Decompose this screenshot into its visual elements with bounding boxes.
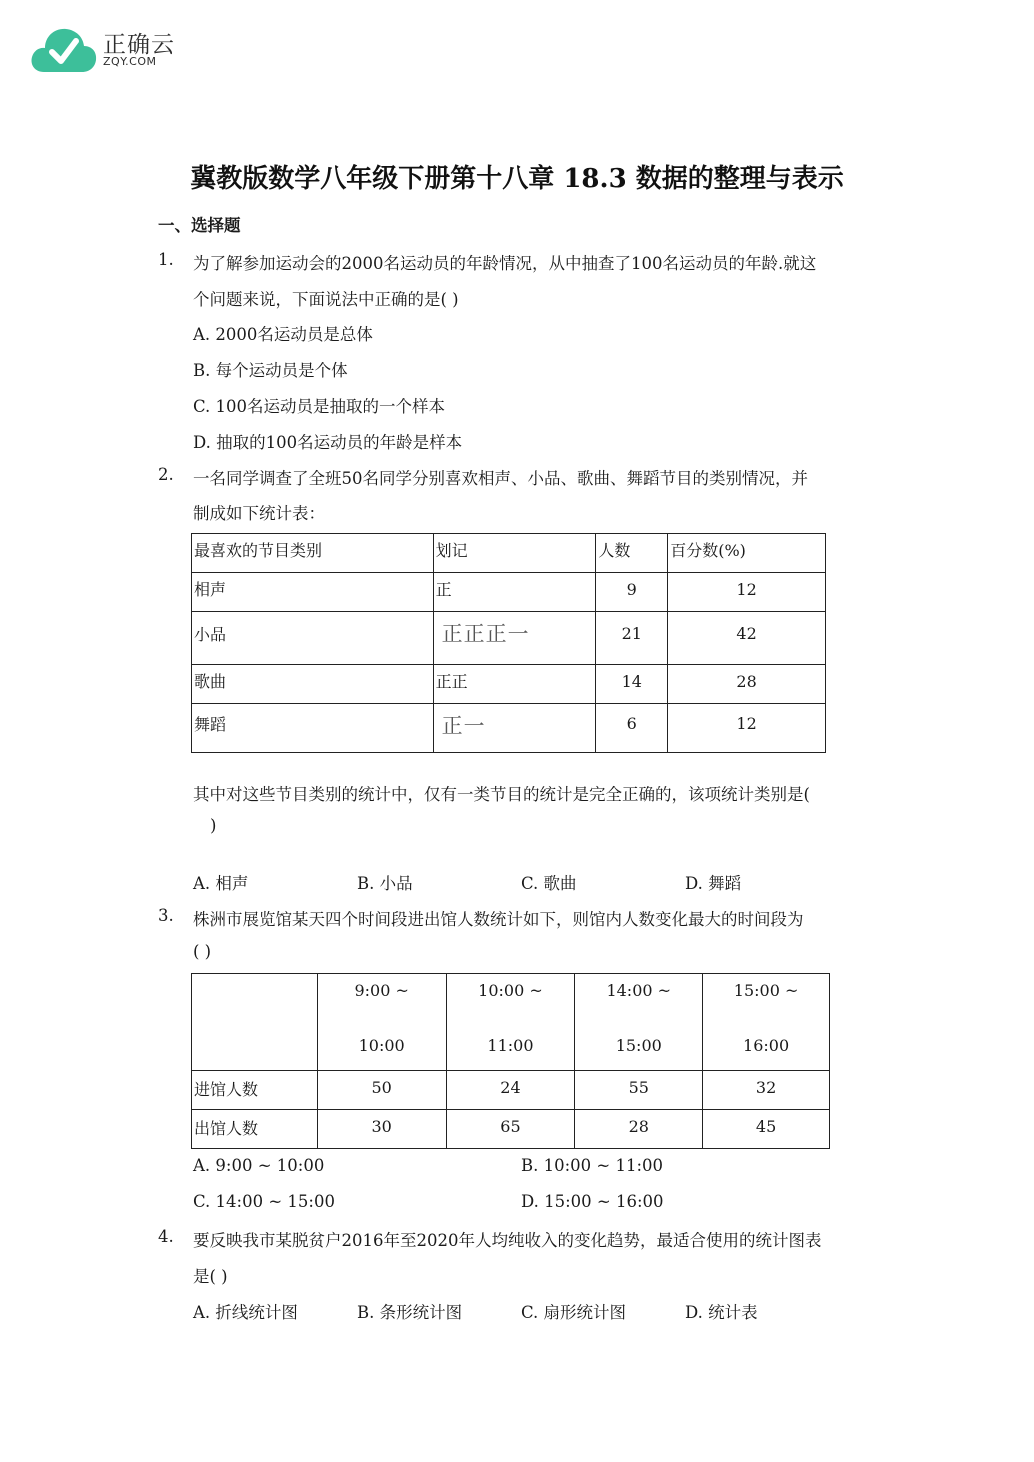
tally-marks-image: 正正正一: [441, 622, 530, 646]
option-c[interactable]: C. 100名运动员是抽取的一个样本: [193, 397, 446, 416]
value-cell: 28: [575, 1110, 703, 1149]
tally-cell: [433, 612, 596, 665]
option-a[interactable]: A. 相声: [193, 874, 249, 893]
tally-cell: 正: [433, 573, 596, 612]
table-header-row: [192, 974, 830, 1071]
count-cell: 9: [596, 573, 668, 612]
table-header-cell: 划记: [433, 534, 596, 573]
option-d[interactable]: D. 舞蹈: [685, 874, 742, 893]
option-b[interactable]: B. 每个运动员是个体: [193, 361, 348, 380]
count-cell: 14: [596, 665, 668, 704]
question-text: 是( ): [193, 1267, 228, 1286]
question-text: ): [210, 816, 217, 835]
question-number: 1.: [158, 250, 174, 269]
question-text: 制成如下统计表：: [193, 504, 325, 523]
question-number: 4.: [158, 1227, 174, 1246]
table-row: [192, 612, 826, 665]
value-cell: 65: [446, 1110, 575, 1149]
count-cell: 21: [596, 612, 668, 665]
tally-cell: [433, 704, 596, 753]
section-heading: 一、选择题: [158, 216, 241, 235]
option-c[interactable]: C. 歌曲: [521, 874, 577, 893]
category-cell: 歌曲: [192, 665, 434, 704]
option-d[interactable]: D. 15:00 ~ 16:00: [521, 1192, 664, 1211]
question-text: 一名同学调查了全班50名同学分别喜欢相声、小品、歌曲、舞蹈节目的类别情况，并: [193, 469, 808, 488]
value-cell: 30: [317, 1110, 446, 1149]
brand-domain: ZQY.COM: [103, 55, 157, 68]
table-row: [192, 573, 826, 612]
table-header-row: [192, 534, 826, 573]
option-d[interactable]: D. 统计表: [685, 1303, 758, 1322]
percent-cell: 28: [668, 665, 826, 704]
category-cell: 小品: [192, 612, 434, 665]
option-b[interactable]: B. 小品: [357, 874, 413, 893]
cloud-check-icon: [30, 24, 98, 74]
question-text: ( ): [193, 942, 212, 961]
table-header-cell: 百分数(%): [668, 534, 826, 573]
tally-marks-image: 正一: [441, 714, 486, 738]
value-cell: 55: [575, 1071, 703, 1110]
option-b[interactable]: B. 10:00 ~ 11:00: [521, 1156, 664, 1175]
percent-cell: 42: [668, 612, 826, 665]
row-label-cell: 进馆人数: [192, 1071, 318, 1110]
table-row: [192, 1110, 830, 1149]
question-text: 为了解参加运动会的2000名运动员的年龄情况，从中抽查了100名运动员的年龄.就这: [193, 254, 817, 273]
option-c[interactable]: C. 14:00 ~ 15:00: [193, 1192, 335, 1211]
page-title: 冀教版数学八年级下册第十八章 18.3 数据的整理与表示: [190, 164, 844, 194]
brand-name: 正确云: [103, 32, 175, 58]
value-cell: 45: [703, 1110, 830, 1149]
value-cell: 24: [446, 1071, 575, 1110]
question-number: 3.: [158, 906, 174, 925]
value-cell: 32: [703, 1071, 830, 1110]
percent-cell: 12: [668, 573, 826, 612]
question-text: 要反映我市某脱贫户2016年至2020年人均纯收入的变化趋势，最适合使用的统计图表: [193, 1231, 822, 1250]
tally-cell: 正正: [433, 665, 596, 704]
category-cell: 相声: [192, 573, 434, 612]
count-cell: 6: [596, 704, 668, 753]
value-cell: 50: [317, 1071, 446, 1110]
table-row: [192, 665, 826, 704]
time-period-cell: 10:00 ~ 11:00: [446, 974, 575, 1071]
table-header-cell: 最喜欢的节目类别: [192, 534, 434, 573]
question-number: 2.: [158, 465, 174, 484]
question-text: 其中对这些节目类别的统计中，仅有一类节目的统计是完全正确的，该项统计类别是(: [193, 785, 810, 804]
table-row: [192, 704, 826, 753]
time-period-cell: 9:00 ~ 10:00: [317, 974, 446, 1071]
category-cell: 舞蹈: [192, 704, 434, 753]
question-text: 个问题来说，下面说法中正确的是( ): [193, 290, 459, 309]
brand-logo: [30, 22, 180, 76]
option-a[interactable]: A. 2000名运动员是总体: [193, 325, 373, 344]
percent-cell: 12: [668, 704, 826, 753]
row-label-cell: 出馆人数: [192, 1110, 318, 1149]
time-period-cell: 14:00 ~ 15:00: [575, 974, 703, 1071]
table-header-cell: [192, 974, 318, 1071]
question-text: 株洲市展览馆某天四个时间段进出馆人数统计如下，则馆内人数变化最大的时间段为: [193, 910, 804, 929]
option-a[interactable]: A. 折线统计图: [193, 1303, 298, 1322]
option-d[interactable]: D. 抽取的100名运动员的年龄是样本: [193, 433, 463, 452]
table-row: [192, 1071, 830, 1110]
option-a[interactable]: A. 9:00 ~ 10:00: [193, 1156, 325, 1175]
time-period-cell: 15:00 ~ 16:00: [703, 974, 830, 1071]
visitor-table: [191, 973, 830, 1149]
table-header-cell: 人数: [596, 534, 668, 573]
tally-table: [191, 533, 826, 753]
option-c[interactable]: C. 扇形统计图: [521, 1303, 627, 1322]
option-b[interactable]: B. 条形统计图: [357, 1303, 463, 1322]
